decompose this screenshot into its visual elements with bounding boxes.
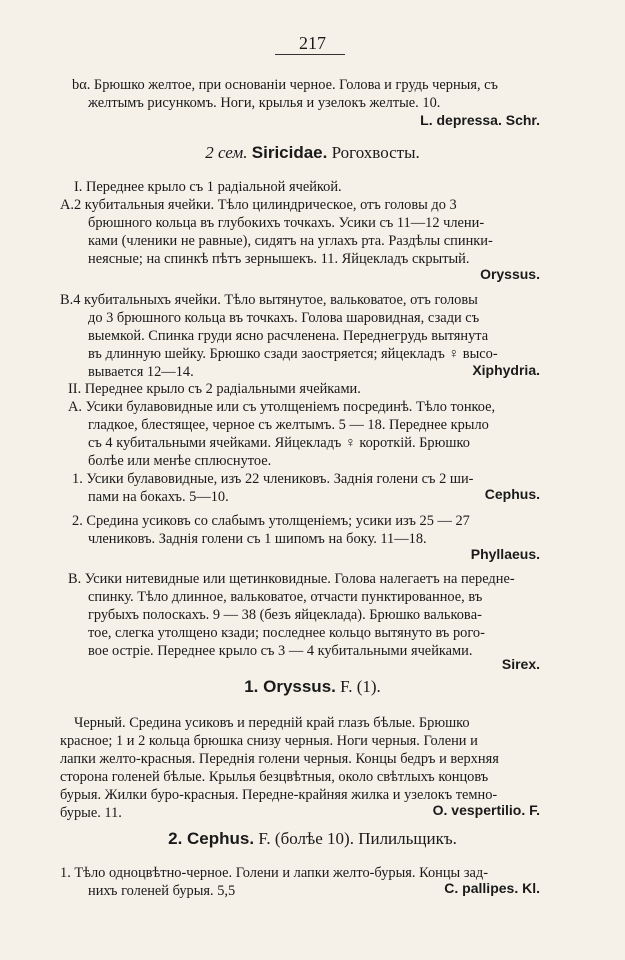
- text-line: вое остріе. Переднее крыло съ 3 — 4 кубитальными ячейками.: [88, 643, 473, 659]
- genus-heading: [0, 829, 625, 849]
- text-line: желтымъ рисункомъ. Ноги, крылья и узелокъ желтые. 10.: [88, 95, 441, 111]
- genus-heading-name: 1. Oryssus.: [244, 677, 336, 696]
- species-name: C. pallipes. Kl.: [444, 880, 540, 896]
- text-line: спинку. Тѣло длинное, вальковатое, отчасти пунктированное, въ: [88, 589, 483, 605]
- text-line: B. Усики нитевидные или щетинковидные. Голова налегаетъ на передне-: [68, 571, 515, 587]
- genus-heading-author: F. (1).: [340, 677, 381, 696]
- genus-heading-author: F. (болѣе 10). Пилильщикъ.: [258, 829, 457, 848]
- text-line: сторона голеней бѣлые. Крылья безцвѣтныя, около свѣтлыхъ концовъ: [60, 769, 489, 785]
- genus-name: Xiphydria.: [472, 362, 540, 378]
- text-line: bα. Брюшко желтое, при основаніи черное. Голова и грудь черныя, съ: [72, 77, 498, 93]
- text-line: члениковъ. Заднія голени съ 1 шипомъ на боку. 11—18.: [88, 531, 427, 547]
- species-name: L. depressa. Schr.: [420, 112, 540, 128]
- genus-heading-name: 2. Cephus.: [168, 829, 255, 848]
- text-line: нихъ голеней бурыя. 5,5: [88, 883, 236, 899]
- page-number: 217: [299, 33, 326, 53]
- text-line: B.4 кубитальныхъ ячейки. Тѣло вытянутое, вальковатое, отъ головы: [60, 292, 478, 308]
- text-line: красное; 1 и 2 кольца брюшка снизу черныя. Ноги черныя. Голени и: [60, 733, 478, 749]
- text-line: лапки желто-красныя. Переднія голени черныя. Концы бедръ и верхняя: [60, 751, 499, 767]
- text-line: бурыя. Жилки буро-красныя. Передне-крайняя жилка и узелокъ темно-: [60, 787, 498, 803]
- text-line: болѣе или менѣе сплюснутое.: [88, 453, 272, 469]
- header-rule: [275, 54, 345, 55]
- text-line: 2. Средина усиковъ со слабымъ утолщеніемъ; усики изъ 25 — 27: [72, 513, 470, 529]
- family-common-name: Рогохвосты.: [331, 143, 420, 162]
- text-line: A.2 кубитальныя ячейки. Тѣло цилиндрическое, отъ головы до 3: [60, 197, 457, 213]
- text-line: тое, слегка утолщено кзади; последнее кольцо вытянуто въ рого-: [88, 625, 485, 641]
- text-line: неясные; на спинкѣ пѣтъ зернышекъ. 11. Яйцекладъ скрытый.: [88, 251, 470, 267]
- text-line: брюшного кольца въ глубокихъ точкахъ. Усики съ 11—12 члени-: [88, 215, 485, 231]
- text-line: выемкой. Спинка груди ясно расчленена. Переднегрудь вытянута: [88, 328, 489, 344]
- text-line: гладкое, блестящее, черное съ желтымъ. 5 — 18. Переднее крыло: [88, 417, 489, 433]
- family-name: Siricidae.: [251, 143, 328, 162]
- text-line: съ 4 кубитальными ячейками. Яйцекладъ ♀ короткій. Брюшко: [88, 435, 470, 451]
- genus-name: Phyllaeus.: [470, 546, 540, 562]
- text-line: пами на бокахъ. 5—10.: [88, 489, 229, 505]
- text-line: грубыхъ полоскахъ. 9 — 38 (безъ яйцеклада). Брюшко вальковa-: [88, 607, 482, 623]
- text-line: до 3 брюшного кольца въ точкахъ. Голова шаровидная, сзади съ: [88, 310, 480, 326]
- genus-name: Cephus.: [484, 486, 540, 502]
- text-line: A. Усики булавовидные или съ утолщеніемъ посрединѣ. Тѣло тонкое,: [68, 399, 496, 415]
- text-line: бурые. 11.: [60, 805, 122, 821]
- text-line: вывается 12—14.: [88, 364, 194, 380]
- family-heading: [0, 143, 625, 163]
- text-line: I. Переднее крыло съ 1 радіальной ячейкой.: [74, 179, 342, 195]
- text-line: 1. Тѣло одноцвѣтно-черное. Голени и лапки желто-бурыя. Концы зад-: [60, 865, 489, 881]
- text-line: въ длинную шейку. Брюшко сзади заостряется; яйцекладъ ♀ высо-: [88, 346, 498, 362]
- text-line: II. Переднее крыло съ 2 радіальными ячейками.: [68, 381, 361, 397]
- text-line: Черный. Средина усиковъ и передній край глазъ бѣлые. Брюшко: [74, 715, 470, 731]
- genus-name: Sirex.: [501, 656, 540, 672]
- text-line: 1. Усики булавовидные, изъ 22 члениковъ. Заднія голени съ 2 ши-: [72, 471, 474, 487]
- genus-name: Oryssus.: [480, 266, 540, 282]
- species-name: O. vespertilio. F.: [432, 802, 540, 818]
- genus-heading: [0, 677, 625, 697]
- family-number: 2 сем.: [205, 143, 248, 162]
- text-line: ками (членики не равные), сидятъ на углахъ рта. Раздѣлы спинки-: [88, 233, 493, 249]
